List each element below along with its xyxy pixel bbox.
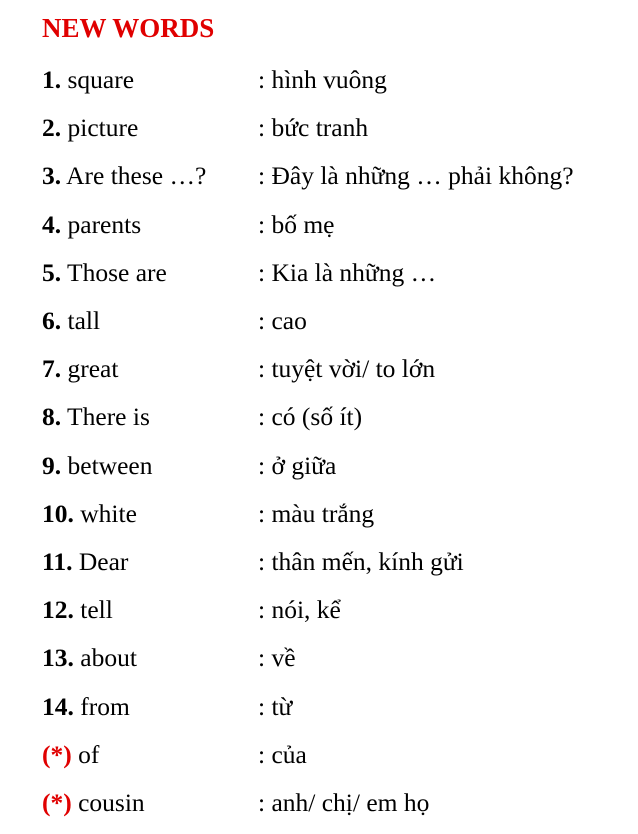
item-number: 7. — [42, 354, 62, 384]
item-number: 1. — [42, 65, 62, 95]
vietnamese-meaning: : thân mến, kính gửi — [258, 546, 464, 576]
english-word: picture — [67, 113, 139, 143]
word-term — [42, 306, 258, 336]
list-item — [42, 249, 632, 297]
vietnamese-meaning: : có (số ít) — [258, 402, 363, 432]
word-term — [42, 547, 258, 577]
list-item — [42, 104, 632, 152]
star-marker: (*) — [42, 787, 72, 817]
vietnamese-meaning: : cao — [258, 306, 307, 336]
english-word: Dear — [78, 546, 129, 576]
word-term — [42, 161, 258, 191]
item-number: 2. — [42, 113, 62, 143]
list-item — [42, 393, 632, 441]
page-title: NEW WORDS — [42, 13, 215, 43]
list-item — [42, 152, 632, 200]
english-word: parents — [67, 209, 142, 239]
english-word: white — [80, 498, 137, 528]
vietnamese-meaning: : từ — [258, 691, 293, 721]
english-word: from — [80, 691, 130, 721]
list-item — [42, 490, 632, 538]
word-term — [42, 210, 258, 240]
vietnamese-meaning: : bố mẹ — [258, 209, 335, 239]
vietnamese-meaning: : Đây là những … phải không? — [258, 161, 574, 191]
vietnamese-meaning: : ở giữa — [258, 450, 337, 480]
item-number: 12. — [42, 595, 74, 625]
english-word: great — [67, 354, 119, 384]
list-item — [42, 586, 632, 634]
word-term — [42, 402, 258, 432]
list-item — [42, 201, 632, 249]
word-term — [42, 692, 258, 722]
list-item — [42, 682, 632, 730]
english-word: Those are — [67, 257, 167, 287]
star-marker: (*) — [42, 739, 72, 769]
english-word: of — [78, 739, 100, 769]
list-item — [42, 297, 632, 345]
vietnamese-meaning: : hình vuông — [258, 65, 387, 95]
item-number: 11. — [42, 546, 73, 576]
vietnamese-meaning: : màu trắng — [258, 498, 375, 528]
vietnamese-meaning: : nói, kể — [258, 595, 341, 625]
list-item — [42, 442, 632, 490]
word-term — [42, 595, 258, 625]
item-number: 14. — [42, 691, 74, 721]
word-term — [42, 451, 258, 481]
item-number: 13. — [42, 643, 74, 673]
word-term — [42, 643, 258, 673]
item-number: 6. — [42, 306, 62, 336]
word-term — [42, 499, 258, 529]
vietnamese-meaning: : của — [258, 739, 307, 769]
word-term — [42, 788, 258, 818]
vietnamese-meaning: : bức tranh — [258, 113, 369, 143]
item-number: 9. — [42, 450, 62, 480]
english-word: about — [80, 643, 137, 673]
english-word: tell — [80, 595, 113, 625]
english-word: between — [67, 450, 153, 480]
english-word: square — [67, 65, 135, 95]
word-term — [42, 258, 258, 288]
list-item — [42, 779, 632, 827]
vietnamese-meaning: : Kia là những … — [258, 257, 437, 287]
list-item — [42, 731, 632, 779]
list-item — [42, 634, 632, 682]
word-term — [42, 740, 258, 770]
word-term — [42, 113, 258, 143]
word-term — [42, 354, 258, 384]
english-word: tall — [67, 306, 101, 336]
word-list — [42, 56, 632, 827]
english-word: Are these …? — [66, 161, 207, 191]
item-number: 4. — [42, 209, 62, 239]
vietnamese-meaning: : tuyệt vời/ to lớn — [258, 354, 436, 384]
english-word: There is — [67, 402, 150, 432]
item-number: 8. — [42, 402, 62, 432]
word-term — [42, 65, 258, 95]
vietnamese-meaning: : anh/ chị/ em họ — [258, 787, 430, 817]
list-item — [42, 345, 632, 393]
list-item — [42, 538, 632, 586]
item-number: 10. — [42, 498, 74, 528]
english-word: cousin — [78, 787, 145, 817]
item-number: 5. — [42, 257, 62, 287]
list-item — [42, 56, 632, 104]
item-number: 3. — [42, 161, 62, 191]
vietnamese-meaning: : về — [258, 643, 296, 673]
